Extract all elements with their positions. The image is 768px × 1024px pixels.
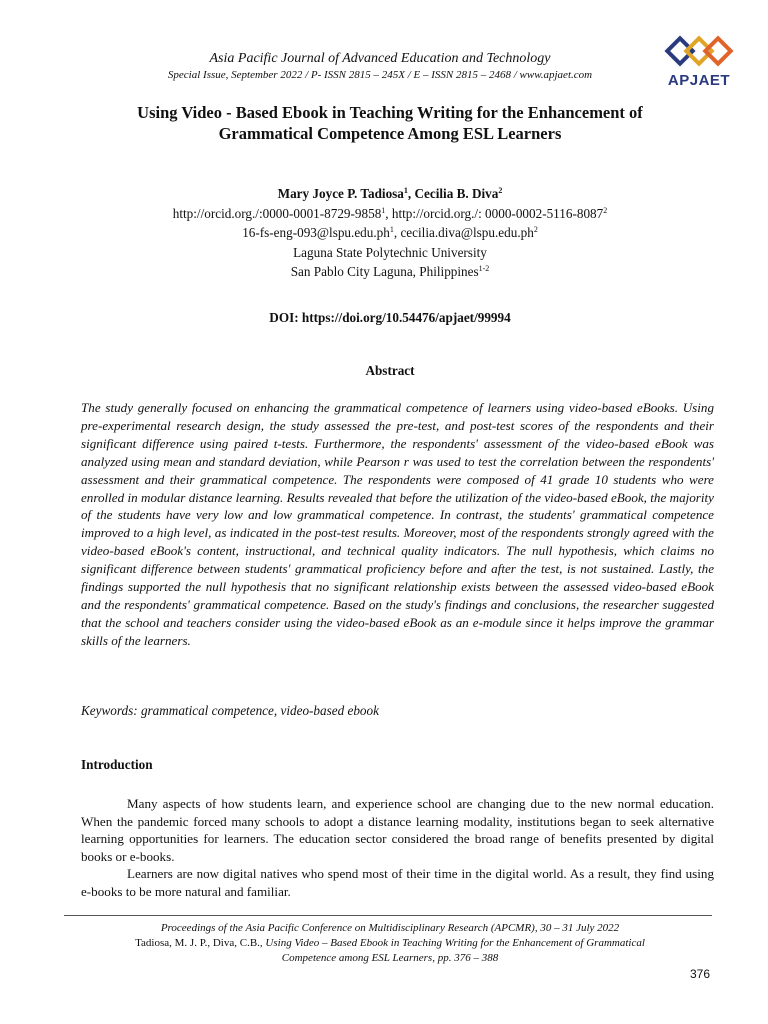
- author-1-sup: 1: [403, 186, 408, 195]
- introduction-paragraph-2: Learners are now digital natives who spend most of their time in the digital world. As a result, they find using e-books to be more natural and familiar.: [81, 866, 714, 899]
- email-separator: ,: [393, 225, 401, 240]
- footer-proceedings: Proceedings of the Asia Pacific Conference on Multidisciplinary Research (APCMR), 30 – 31 July 2022: [160, 922, 620, 934]
- page-footer: [70, 921, 710, 966]
- orcid-2-sup: 2: [603, 205, 608, 215]
- paper-title-line-1: Using Video - Based Ebook in Teaching Writing for the Enhancement of: [137, 103, 643, 122]
- email-2-sup: 2: [533, 225, 538, 234]
- author-separator: ,: [407, 186, 415, 201]
- page-number: 376: [690, 967, 711, 981]
- footer-citation-title-2: Competence among ESL Learners, pp. 376 – 388: [281, 952, 499, 964]
- location: San Pablo City Laguna, Philippines: [290, 264, 479, 279]
- footer-divider: [64, 915, 712, 916]
- abstract-heading: Abstract: [365, 363, 415, 378]
- abstract-text: The study generally focused on enhancing the grammatical competence of learners using video-based eBooks. Using pre-experimental research design, the study assessed the pre-test, and post-test scores of the respondents and their significant difference using paired t-tests. Furthermore, the respondents' assessment of the video-based eBook was analyzed using mean and standard deviation, while Pearson r was used to test the correlation between the respondents' assessment and their grammatical competence. The respondents were composed of 41 grade 10 students who were enrolled in modular distance learning. Results revealed that before the utilization of the video-based eBook, the majority of the students have very low and low grammatical competence. In contrast, the students' grammatical competence improved to a high level, as indicated in the post-test results. Moreover, most of the respondents strongly agreed with the video-based eBook's content, instructional, and technical quality indicators. The null hypothesis, which claims no significant difference between students' grammatical proficiency before and after the test, is not sustained. Lastly, the findings supported the null hypothesis that no significant relationship exists between the assessed video-based eBook and the respondents' grammatical competence. Based on the study's findings and conclusions, the researcher suggested that the school and teachers consider using the video-based eBook as an e-module since it helps improve the grammar skills of the learners.: [81, 400, 714, 648]
- orcid-separator: ,: [385, 205, 392, 221]
- author-1: Mary Joyce P. Tadiosa: [277, 186, 404, 201]
- author-2: Cecilia B. Diva: [414, 186, 499, 201]
- email-link-2[interactable]: cecilia.diva@lspu.edu.ph: [400, 225, 534, 240]
- footer-citation-authors: Tadiosa, M. J. P., Diva, C.B.,: [135, 937, 266, 949]
- journal-header: [100, 50, 660, 83]
- orcid-line: [80, 204, 700, 224]
- email-line: [80, 223, 700, 243]
- email-link-1[interactable]: 16-fs-eng-093@lspu.edu.ph: [242, 225, 390, 240]
- author-names: [80, 184, 700, 204]
- author-2-sup: 2: [498, 186, 503, 195]
- footer-citation: [70, 936, 710, 951]
- journal-issue-info: Special Issue, September 2022 / P- ISSN 2815 – 245X / E – ISSN 2815 – 2468 / www.apjaet.com: [167, 69, 593, 81]
- logo-text: APJAET: [667, 72, 731, 89]
- journal-title: Asia Pacific Journal of Advanced Education and Technology: [209, 51, 551, 66]
- orcid-1-sup: 1: [381, 205, 386, 215]
- orcid-link-1[interactable]: http://orcid.org./:0000-0001-8729-9858: [172, 205, 382, 221]
- doi-link[interactable]: DOI: https://doi.org/10.54476/apjaet/99994: [269, 310, 511, 325]
- introduction-heading: Introduction: [81, 757, 153, 772]
- email-1-sup: 1: [389, 225, 394, 234]
- introduction-paragraph-1: Many aspects of how students learn, and experience school are changing due to the new normal education. When the pandemic forced many schools to adopt a distance learning modality, institutions began to seek alternative learning opportunities for learners. The education sector considered the broad range of benefits presented by digital books or e-books.: [81, 796, 714, 864]
- author-block: [80, 184, 700, 282]
- paper-title-line-2: Grammatical Competence Among ESL Learners: [218, 124, 562, 143]
- location-line: [80, 262, 700, 282]
- introduction-body: [81, 795, 714, 901]
- orcid-link-2[interactable]: http://orcid.org./: 0000-0002-5116-8087: [391, 205, 604, 221]
- university: Laguna State Polytechnic University: [293, 244, 487, 260]
- location-sup: 1-2: [478, 264, 490, 273]
- keywords: Keywords: grammatical competence, video-based ebook: [81, 703, 379, 718]
- paper-title: [90, 102, 690, 144]
- footer-citation-title-1: Using Video – Based Ebook in Teaching Writing for the Enhancement of Grammatical: [265, 937, 645, 949]
